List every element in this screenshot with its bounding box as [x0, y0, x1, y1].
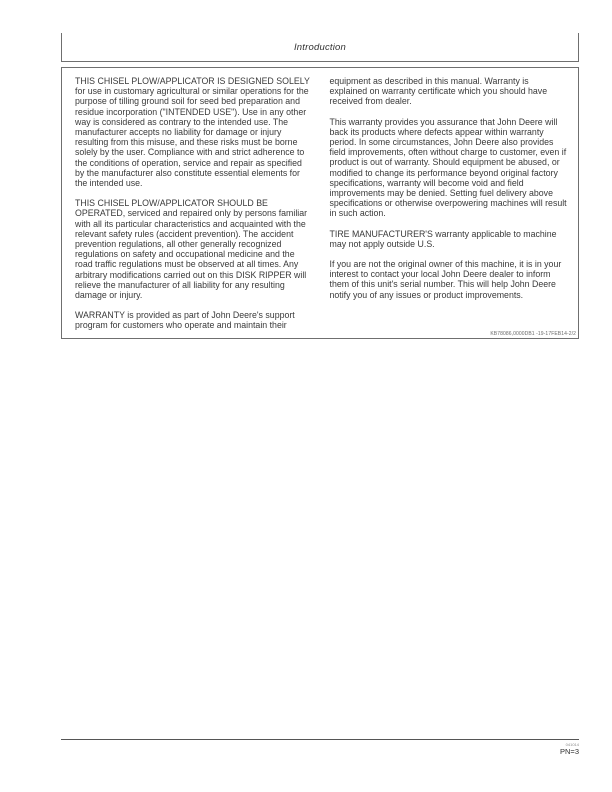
paragraph-warranty-intro: WARRANTY is provided as part of John Deere's support program for customers who operate and maintain their: [75, 310, 295, 331]
paragraph-original-owner: If you are not the original owner of this machine, it is in your interest to contact your local John Deere dealer to inform them of this unit's serial number. This will help John Deere notify you of any issues or product improvements.: [329, 259, 562, 300]
paragraph-warranty-certificate: equipment as described in this manual. Warranty is explained on warranty certificate which you should have received from dealer.: [329, 76, 548, 107]
content-box: [61, 67, 579, 339]
right-column: [330, 76, 568, 341]
page-title: Introduction: [293, 41, 347, 53]
paragraph-operation-rules: THIS CHISEL PLOW/APPLICATOR SHOULD BE OPERATED, serviced and repaired only by persons familiar with all its particular characteristics and acquainted with the relevant safety rules (accident prevention). The accident prevention regulations, all other generally recognized regulations on safety and occupational medicine and the road traffic regulations must be observed at all times. Any arbitrary modifications carried out on this DISK RIPPER will relieve the manufacturer of all liability for any resulting damage or injury.: [75, 198, 308, 301]
left-column: [75, 76, 313, 341]
paragraph-tire-warranty: TIRE MANUFACTURER'S warranty applicable to machine may not apply outside U.S.: [329, 228, 557, 249]
page-number: PN=3: [560, 747, 579, 756]
text-columns: [62, 68, 578, 341]
print-code: 041014: [565, 742, 579, 747]
page-header: [61, 33, 579, 62]
footnote-code: KB78086,0000DB1 -19-17FEB14-2/2: [490, 331, 576, 337]
paragraph-intended-use: THIS CHISEL PLOW/APPLICATOR IS DESIGNED SOLELY for use in customary agricultural or similar operations for the purpose of tilling ground soil for seed bed preparation and residue incorporation ("INTENDED USE"). Use in any other way is considered as contrary to the intended use. The manufacturer accepts no liability for damage or injury resulting from this misuse, and these risks must be borne solely by the user. Compliance with and strict adherence to the conditions of operation, service and repair as specified by the manufacturer also constitute essential elements for the intended use.: [75, 76, 310, 189]
paragraph-warranty-assurance: This warranty provides you assurance that John Deere will back its products where defects appear within warranty period. In some circumstances, John Deere also provides field improvements, often without charge to customer, even if product is out of warranty. Should equipment be abused, or modified to change its performance beyond original factory specifications, warranty will become void and field improvements may be denied. Setting fuel delivery above specifications or otherwise overpowering machines will result in such action.: [329, 116, 567, 219]
footer-rule: [61, 739, 579, 740]
